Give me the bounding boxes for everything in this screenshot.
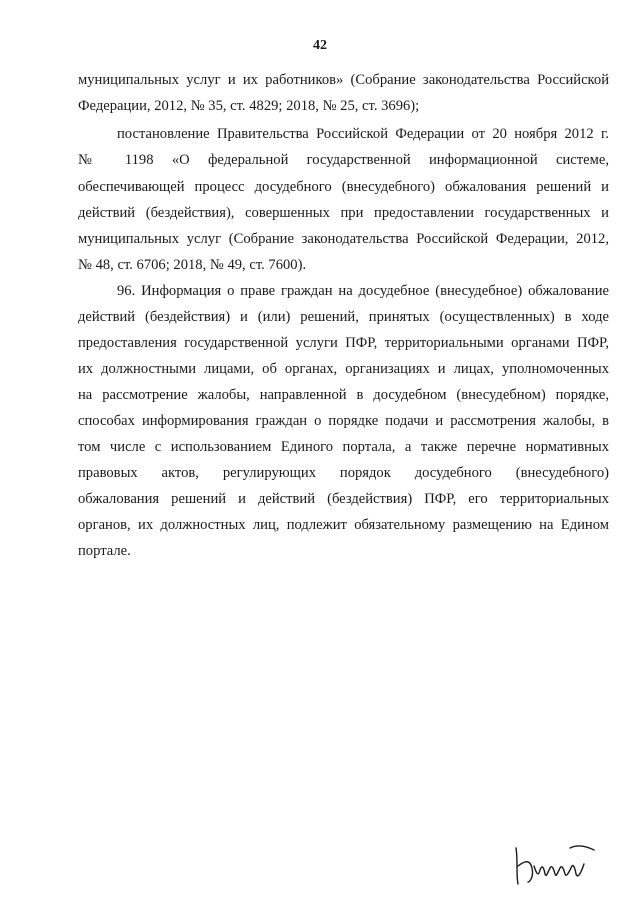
text-line: муниципальных услуг и их работников» (Собрание законодательства Российской xyxy=(78,72,609,88)
text-line: действий (бездействия) и (или) решений, принятых (осуществленных) в ходе xyxy=(78,309,609,325)
text-line: правовых актов, регулирующих порядок досудебного (внесудебного) xyxy=(78,465,609,481)
text-line: предоставления государственной услуги ПФР, территориальными органами ПФР, xyxy=(78,335,609,351)
handwritten-signature xyxy=(508,838,598,888)
text-line: муниципальных услуг (Собрание законодательства Российской Федерации, 2012, xyxy=(78,231,609,247)
text-line: способах информирования граждан о порядке подачи и рассмотрения жалобы, в xyxy=(78,413,609,429)
text-line: № 48, ст. 6706; 2018, № 49, ст. 7600). xyxy=(78,257,307,273)
text-line: том числе с использованием Единого портала, а также перечне нормативных xyxy=(78,439,609,455)
page-number: 42 xyxy=(313,38,327,53)
text-line: обжалования решений и действий (бездействия) ПФР, его территориальных xyxy=(78,491,609,507)
text-line: Федерации, 2012, № 35, ст. 4829; 2018, № 25, ст. 3696); xyxy=(78,98,420,114)
text-line: 96. Информация о праве граждан на досудебное (внесудебное) обжалование xyxy=(117,283,609,299)
text-line: их должностными лицами, об органах, организациях и лицах, уполномоченных xyxy=(78,361,609,377)
text-line: действий (бездействия), совершенных при предоставлении государственных и xyxy=(78,205,609,221)
text-line: на рассмотрение жалобы, направленной в досудебном (внесудебном) порядке, xyxy=(78,387,609,403)
text-line: обеспечивающей процесс досудебного (внесудебного) обжалования решений и xyxy=(78,179,609,195)
text-line: органов, их должностных лиц, подлежит обязательному размещению на Едином xyxy=(78,517,609,533)
text-line: № 1198 «О федеральной государственной информационной системе, xyxy=(78,152,609,168)
text-line: портале. xyxy=(78,543,131,559)
text-line: постановление Правительства Российской Федерации от 20 ноября 2012 г. xyxy=(117,126,609,142)
